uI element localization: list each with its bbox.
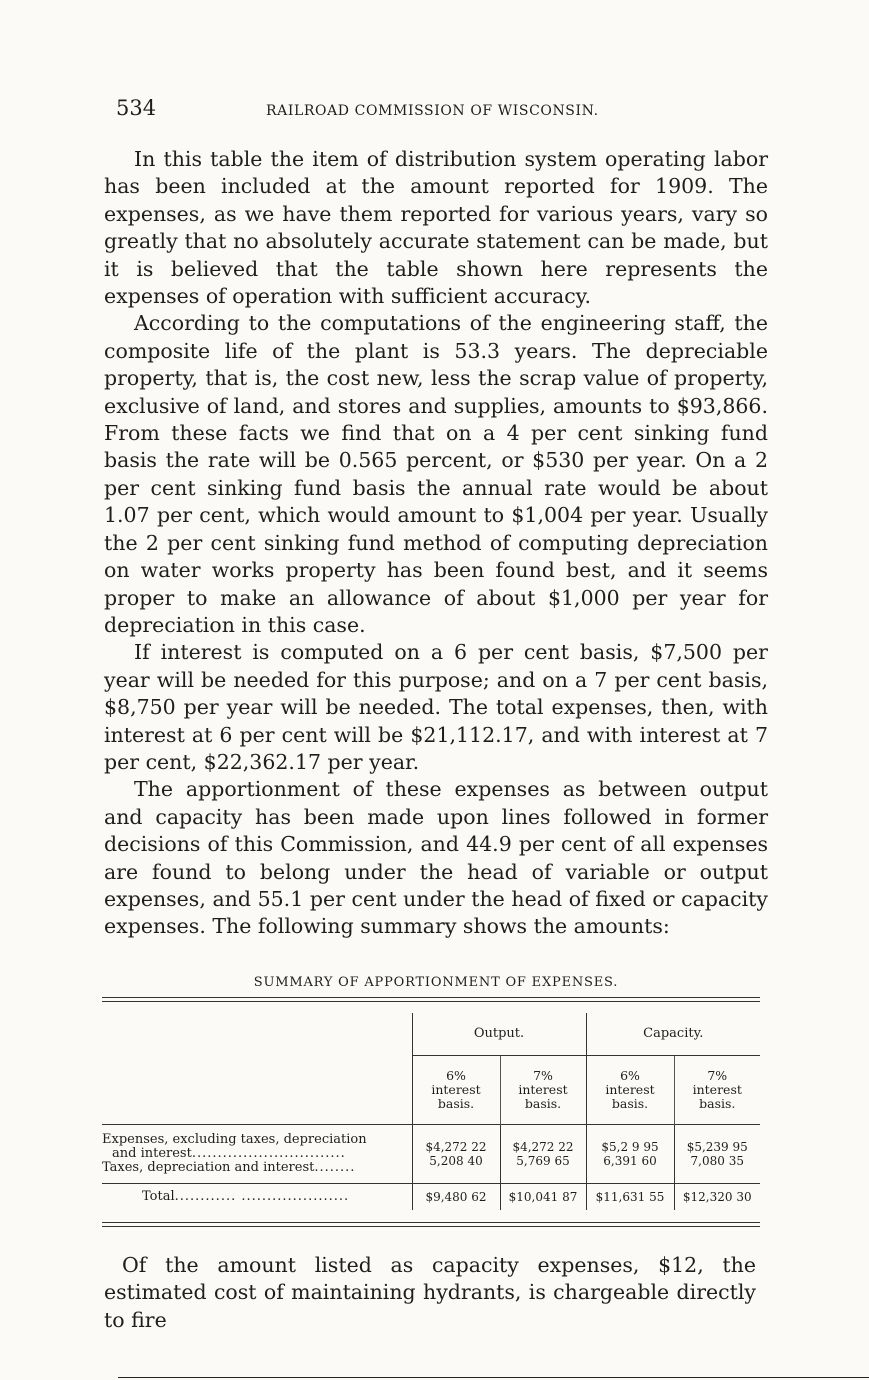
cell-output-6 (412, 1125, 500, 1184)
dot-leader: ............ ..................... (174, 1189, 350, 1204)
paragraph: In this table the item of distribution system operating labor has been included at the amount reported for 1909. The expenses, as we have them reported for various years, vary so greatly that no absolutely accurate statement can be made, but it is believed that the table shown here represents the expenses of operation with sufficient accuracy. (104, 147, 768, 309)
table-bottom-rule (102, 1226, 760, 1227)
cell-value: 7,080 35 (690, 1154, 744, 1168)
subheader-line: basis. (437, 1096, 475, 1111)
paragraph: The apportionment of these expenses as between output and capacity has been made upon lines followed in former decisions of this Commission, and 44.9 per cent of all expenses are found to belong under the head of variable or output expenses, and 55.1 per cent under the head of fixed or capacity expenses. The following summary shows the amounts: (104, 777, 768, 939)
cell-total-capacity-7: $12,320 30 (674, 1184, 760, 1211)
cell-value: $5,239 95 (686, 1140, 748, 1154)
table-caption: SUMMARY OF APPORTIONMENT OF EXPENSES. (253, 975, 619, 990)
footer-rule (118, 1377, 869, 1378)
subheader-capacity-6 (586, 1056, 674, 1125)
subheader-output-7 (500, 1056, 586, 1125)
row-label-line (102, 1147, 412, 1161)
cell-capacity-7 (674, 1125, 760, 1184)
dot-leader: ........ (314, 1160, 356, 1175)
page-number: 534 (116, 96, 157, 120)
subheader-line: 6% (446, 1068, 466, 1083)
table-subheader-row (102, 1056, 760, 1125)
cell-total-output-6: $9,480 62 (412, 1184, 500, 1211)
cell-total-capacity-6: $11,631 55 (586, 1184, 674, 1211)
cell-output-7 (500, 1125, 586, 1184)
subheader-capacity-7 (674, 1056, 760, 1125)
row-label-line (102, 1161, 412, 1175)
row-label-text: and interest (112, 1146, 192, 1161)
group-header-capacity: Capacity. (586, 1013, 760, 1056)
group-header-output: Output. (412, 1013, 586, 1056)
subheader-line: 7% (533, 1068, 553, 1083)
table-bottom-rule (102, 1222, 760, 1223)
subheader-line: interest (605, 1082, 655, 1097)
row-label (102, 1125, 412, 1184)
subheader-line: 7% (707, 1068, 728, 1083)
subheader-line: basis. (699, 1096, 736, 1111)
subheader-line: basis. (524, 1096, 562, 1111)
table-top-rule (102, 997, 760, 998)
table-row (102, 1125, 760, 1184)
running-title: RAILROAD COMMISSION OF WISCONSIN. (266, 103, 599, 119)
cell-value: 6,391 60 (603, 1154, 657, 1168)
subheader-line: interest (518, 1082, 568, 1097)
subheader-line: interest (692, 1082, 742, 1097)
paragraph: According to the computations of the engineering staff, the composite life of the plant is 53.3 years. The depreciable property, that is, the cost new, less the scrap value of property, exclusive of land, and stores and supplies, amounts to $93,866. From these facts we find that on a 4 per cent sinking fund basis the rate will be 0.565 percent, or $530 per year. On a 2 per cent sinking fund basis the annual rate would be about 1.07 per cent, which would amount to $1,004 per year. Usually the 2 per cent sinking fund method of computing depreciation on water works property has been found best, and it seems proper to make an allowance of about $1,000 per year for depreciation in this case. (104, 311, 768, 637)
cell-value: 5,769 65 (516, 1154, 570, 1168)
subheader-output-6 (412, 1056, 500, 1125)
table-group-header-row (102, 1013, 760, 1056)
subheader-line: 6% (620, 1068, 640, 1083)
cell-value: $4,272 22 (512, 1140, 574, 1154)
row-label-text: Total (142, 1189, 175, 1204)
body-text (104, 146, 768, 941)
paragraph: Of the amount listed as capacity expenses, $12, the estimated cost of maintaining hydrants, is chargeable directly to fire (104, 1253, 756, 1332)
paragraph: If interest is computed on a 6 per cent basis, $7,500 per year will be needed for this purpose; and on a 7 per cent basis, $8,750 per year will be needed. The total expenses, then, with interest at 6 per cent will be $21,112.17, and with interest at 7 per cent, $22,362.17 per year. (104, 640, 768, 774)
table-row-total (102, 1184, 760, 1211)
cell-value: 5,208 40 (429, 1154, 483, 1168)
row-label-text: Taxes, depreciation and interest (102, 1160, 315, 1175)
cell-total-output-7: $10,041 87 (500, 1184, 586, 1211)
table-top-rule (102, 1001, 760, 1002)
page-header (116, 96, 776, 126)
subheader-line: basis. (611, 1096, 649, 1111)
summary-table (102, 1013, 760, 1210)
subheader-line: interest (431, 1082, 481, 1097)
row-label-line (102, 1190, 412, 1204)
cell-value: $4,272 22 (425, 1140, 487, 1154)
stub-header (102, 1056, 412, 1125)
row-label-line: Expenses, excluding taxes, depreciation (102, 1132, 367, 1147)
closing-text (104, 1252, 756, 1334)
row-label (102, 1184, 412, 1211)
stub-header (102, 1013, 412, 1056)
dot-leader: .............................. (191, 1146, 346, 1161)
cell-value: $5,2 9 95 (601, 1140, 659, 1154)
cell-capacity-6 (586, 1125, 674, 1184)
